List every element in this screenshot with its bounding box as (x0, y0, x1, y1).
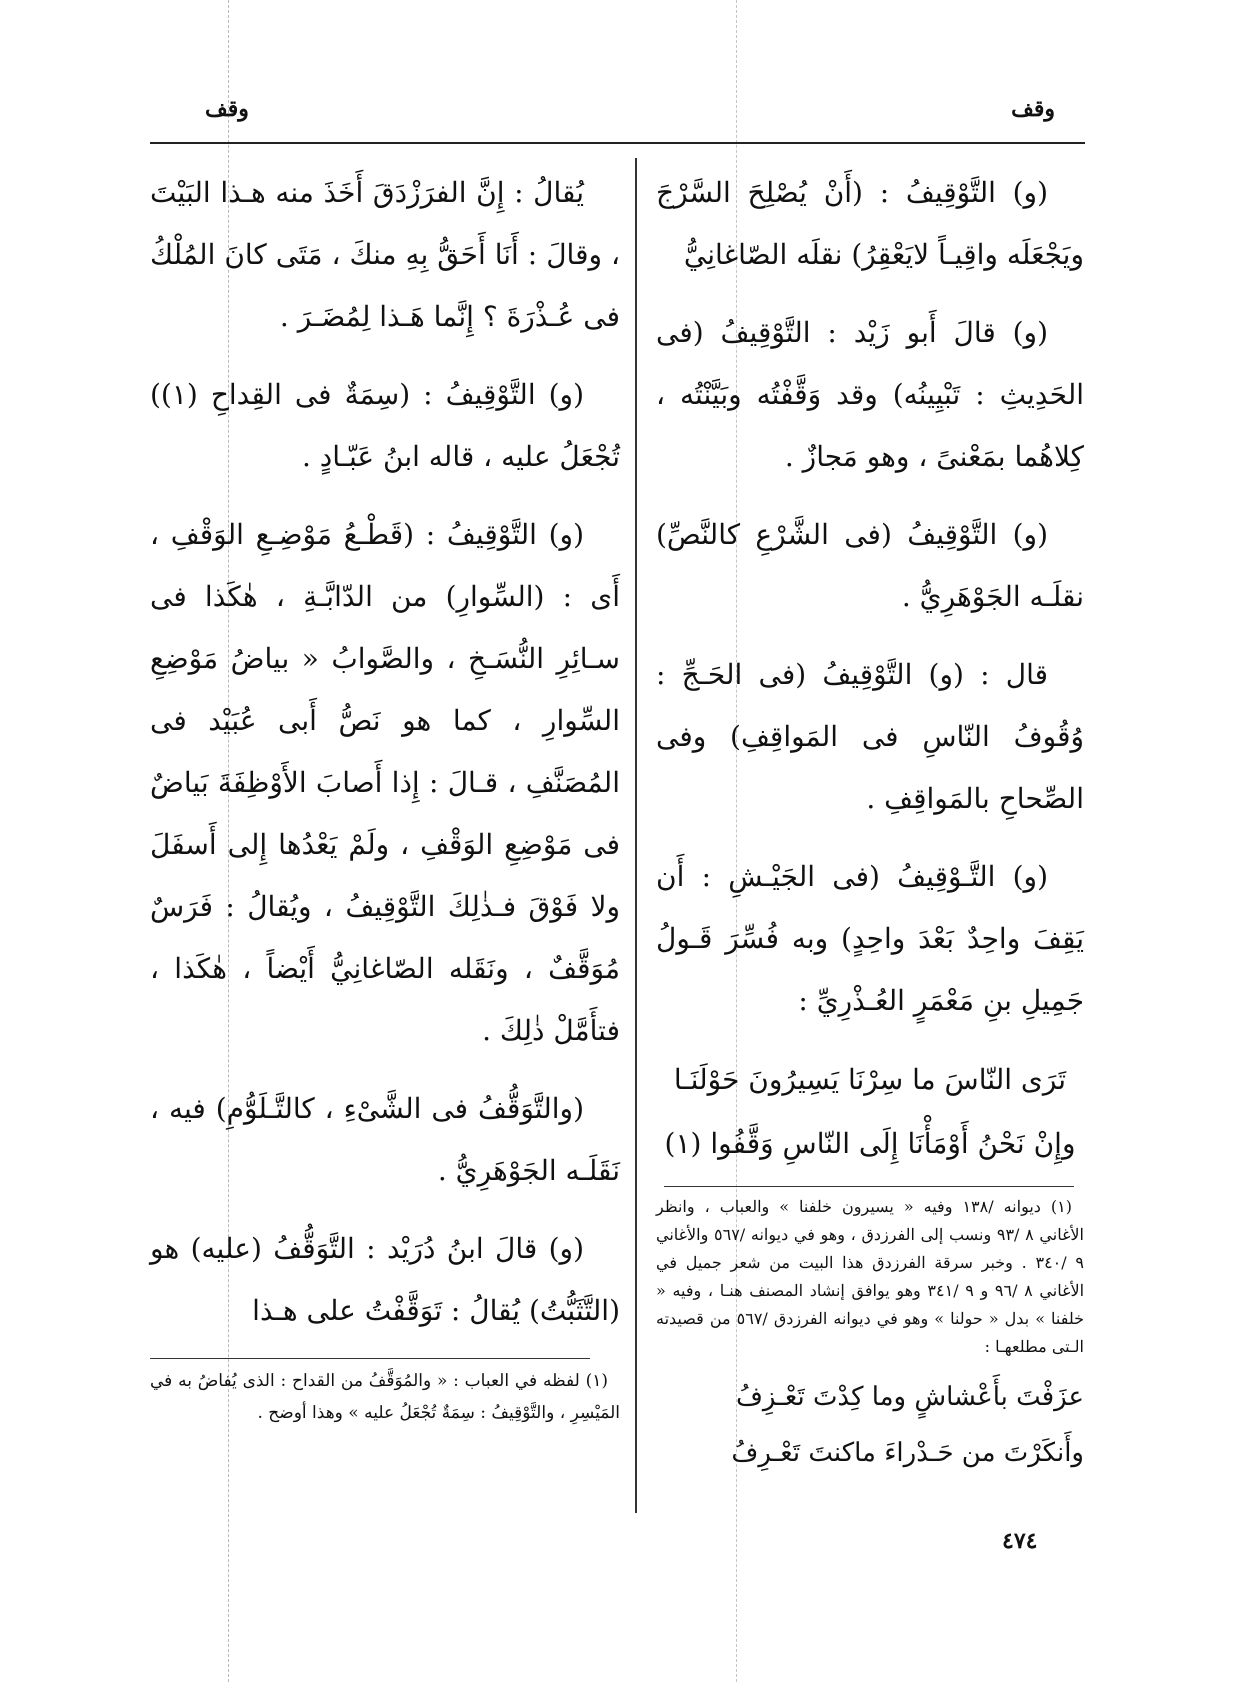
entry-paragraph: (و) التَّوْقِيفُ : (أَنْ يُصْلِحَ السَّرْجَ ويَجْعَلَه واقِيـاً لايَعْقِرُ) نقلَه الصّاغانِيُّ (656, 176, 1084, 271)
entry-paragraph: (و) التَّوْقِيفُ : (سِمَةٌ فى القِداحِ (١)) تُجْعَلُ عليه ، قاله ابنُ عَبّـادٍ . (150, 378, 620, 473)
verse-line: وأَنكَرْتَ من حَـدْراءَ ماكنتَ تَعْـرِفُ (731, 1438, 1084, 1468)
footnote-rule (150, 1358, 590, 1359)
entry-paragraph: (و) التَّوْقِيفُ : (قَطْـعُ مَوْضِـعِ الوَقْفِ ، أَى : (السِّوارِ) من الدّابَّـةِ ، هٰكَذا فى سـائِرِ النُّسَـخِ ، والصَّوابُ « بياضُ مَوْضِعِ السِّوارِ ، كما هو نَصُّ أَبى عُبَيْد فى المُصَنَّفِ ، قـالَ : إِذا أَصابَ الأَوْظِفَةَ بَياضٌ فى مَوْضِعِ الوَقْفِ ، ولَمْ يَعْدُها إِلى أَسفَلَ ولا فَوْقَ فـذٰلِكَ التَّوْقِيفُ ، ويُقالُ : فَرَسٌ مُوَقَّفٌ ، ونَقَله الصّاغانِيُّ أَيْضاً ، هٰكَذا ، فتأَمَّلْ ذٰلِكَ . (150, 518, 620, 1047)
entry-paragraph: (و) قالَ أَبو زَيْد : التَّوْقِيفُ (فى الحَدِيثِ : تَبْيِينُه) وقد وَقَّفْتُه وبَيَّنْتُه ، كِلاهُما بمَعْنىً ، وهو مَجازٌ . (656, 316, 1084, 473)
footnote-text: (١) ديوانه /١٣٨ وفيه « يسيرون خلفنا » والعباب ، وانظر الأغاني ٨ /٩٣ ونسب إلى الفرزدق ، وهو في ديوانه /٥٦٧ والأغاني ٩ /٣٤٠ . وخبر سرقة الفرزدق هذا البيت من شعر جميل في الأغاني ٨ /٩٦ و ٩ /٣٤١ وهو يوافق إنشاد المصنف هنـا ، وفيه « خلفنا » بدل « حولنا » وهو في ديوانه الفرزدق /٥٦٧ من قصيدته الـتى مطلعهـا : (656, 1197, 1085, 1356)
verse-line: وإِنْ نَحْنُ أَوْمَأْنَا إِلَى النّاسِ وَقَّفُوا (١) (664, 1127, 1076, 1160)
left-column (150, 162, 620, 1429)
footnote-text: (١) لفظه في العباب : « والمُوَقَّفُ من القداح : الذى يُفاضُ به في المَيْسِرِ ، والتَّوْقِيفُ : سِمَةٌ تُجْعَلُ عليه » وهذا أوضح . (150, 1371, 620, 1423)
column-divider (635, 158, 637, 1513)
right-column (656, 162, 1084, 1481)
entry-paragraph: (و) التَّوْقِيفُ (فى الشَّرْعِ كالنَّصِّ) نقلَـه الجَوْهَرِيُّ . (656, 518, 1084, 613)
entry-paragraph: (و) قالَ ابنُ دُرَيْد : التَّوَقُّفُ (عليه) هو (التَّثَبُّتُ) يُقالُ : تَوَقَّفْتُ على هـذا (150, 1232, 620, 1327)
verse-line: تَرَى النّاسَ ما سِرْنَا يَسِيرُونَ حَوْلَنَـا (673, 1063, 1067, 1096)
verse-line: عزَفْتَ بأَعْشاشٍ وما كِدْتَ تَعْـزِفُ (735, 1382, 1084, 1412)
entry-paragraph: يُقالُ : إِنَّ الفرَزْدَقَ أَخَذَ منه هـذا البَيْتَ ، وقالَ : أَنَا أَحَقُّ بِهِ منكَ ، مَتَى كانَ المُلْكُ فى عُـذْرَةَ ؟ إِنَّما هَـذا لِمُضَـرَ . (150, 176, 620, 333)
trailing-verse (656, 1369, 1084, 1481)
entry-paragraph: (والتَّوَقُّفُ فى الشَّىْءِ ، كالتَّـلَوُّمِ) فيه ، نَقَلَـه الجَوْهَرِيُّ . (150, 1092, 620, 1187)
entry-paragraph: (و) التَّـوْقِيفُ (فى الجَيْـشِ : أَن يَقِفَ واحِدٌ بَعْدَ واحِدٍ) وبه فُسِّرَ قَـولُ جَمِيلِ بنِ مَعْمَرٍ العُـذْرِيِّ : (656, 860, 1084, 1017)
page-number: ٤٧٤ (1002, 1528, 1038, 1554)
header-rule (150, 142, 1085, 144)
footnote-rule (664, 1186, 1074, 1187)
entry-paragraph: قال : (و) التَّوْقِيفُ (فى الحَـجِّ : وُقُوفُ النّاسِ فى المَواقِفِ) وفى الصِّحاحِ بالمَواقِفِ . (656, 658, 1084, 815)
poem-verse (656, 1048, 1084, 1176)
running-head-right: وقف (1011, 96, 1055, 122)
running-head-left: وقف (205, 96, 249, 122)
